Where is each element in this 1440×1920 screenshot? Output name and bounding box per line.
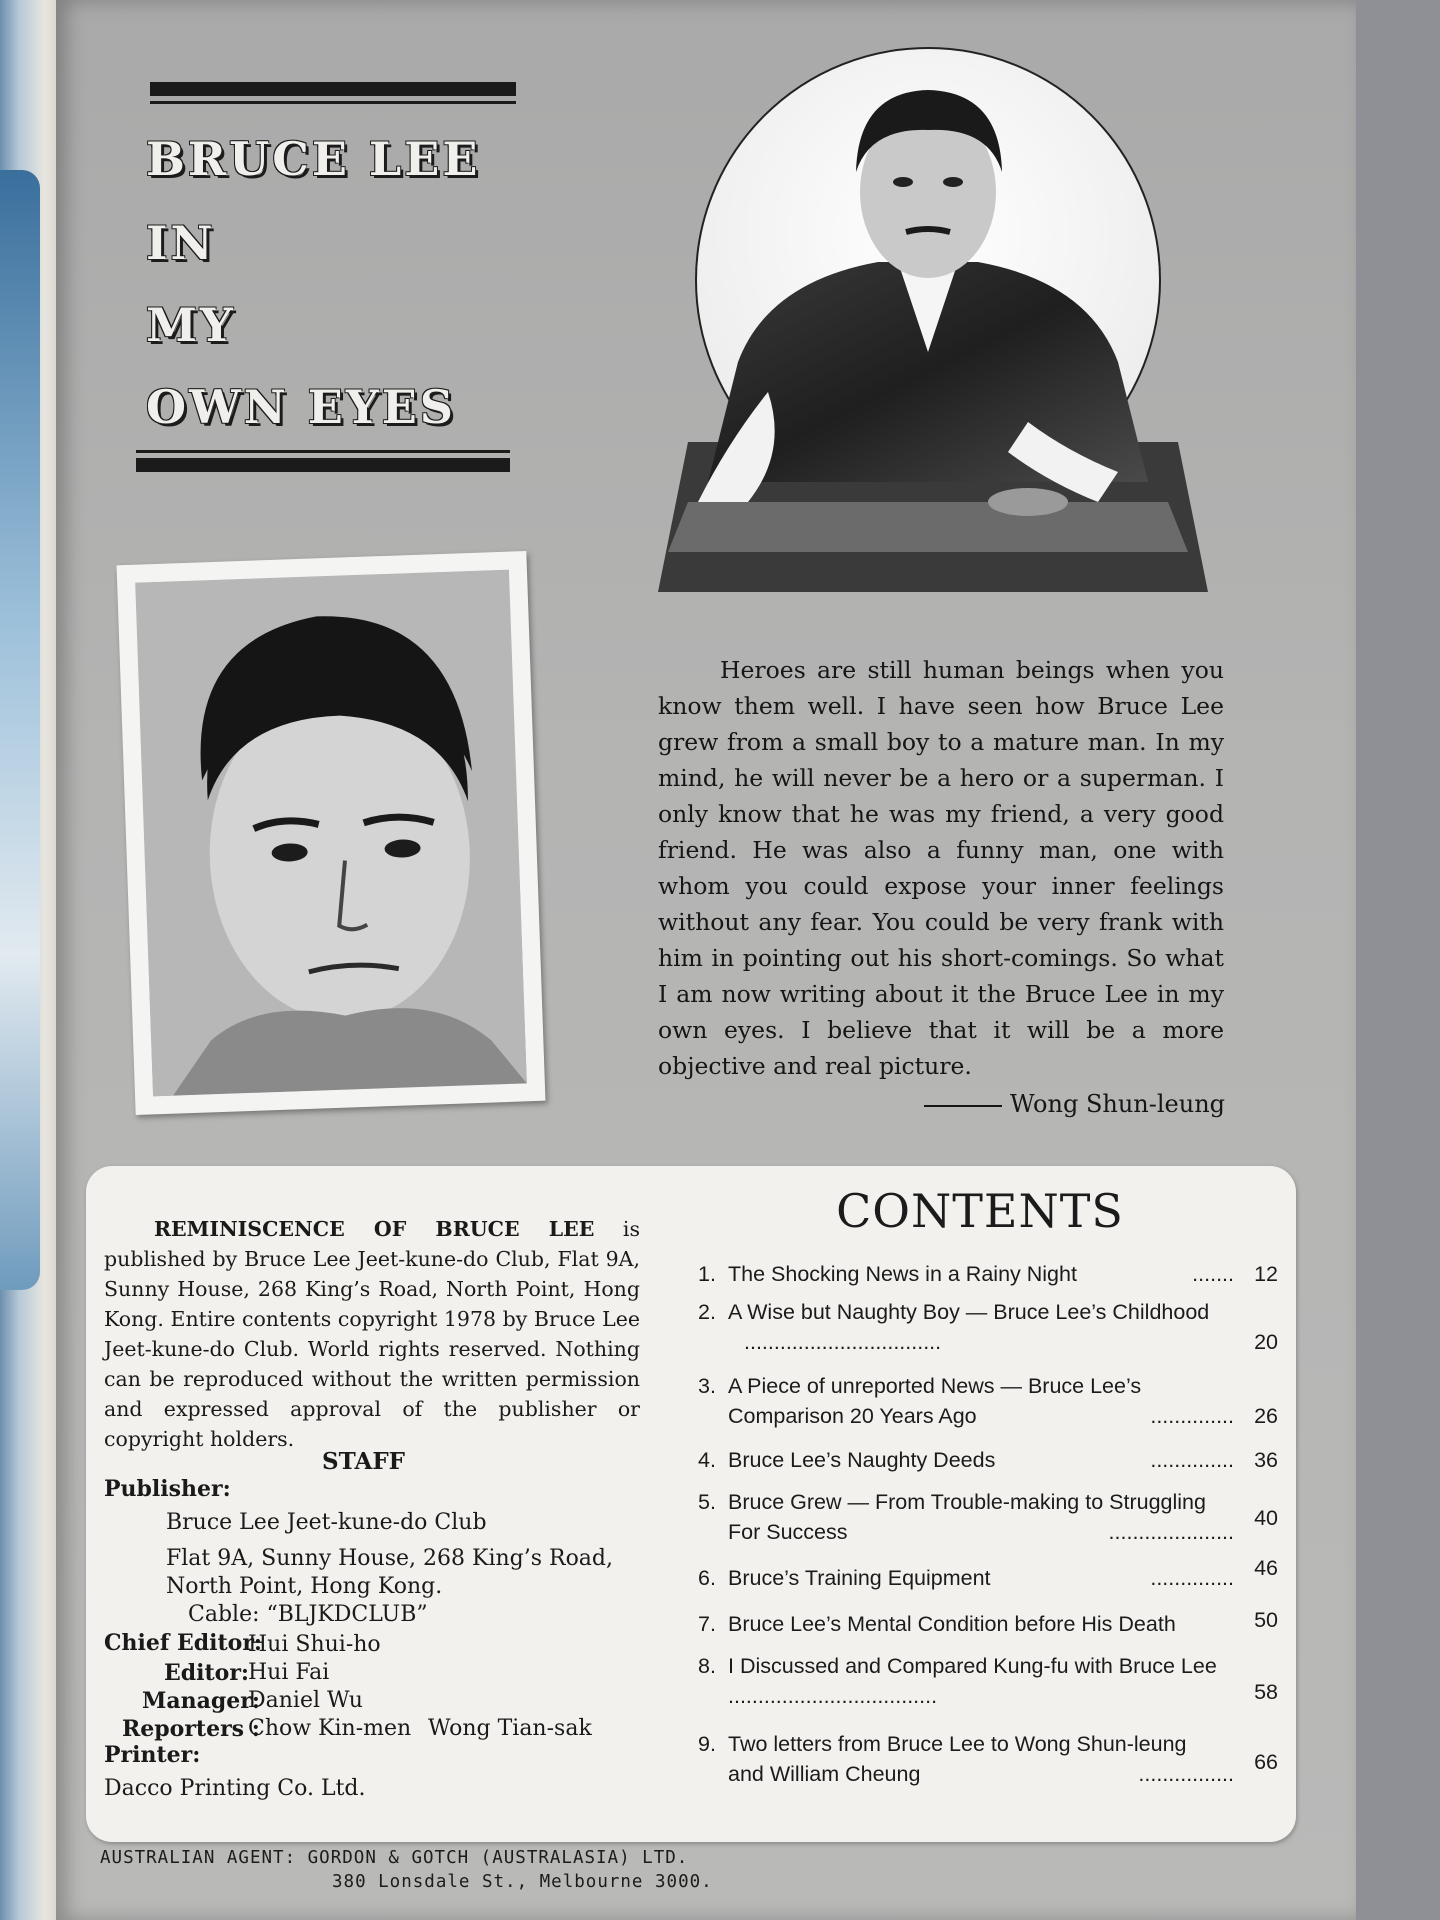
title-line-3: MY — [146, 298, 236, 352]
bruce-lee-portrait-photo — [117, 551, 546, 1115]
toc-item-page: 36 — [1254, 1448, 1278, 1472]
reporter-2: Wong Tian-sak — [428, 1716, 592, 1741]
toc-item: 8. I Discussed and Compared Kung-fu with Bruce Lee ................................... 58 — [698, 1654, 1278, 1708]
publication-notice — [104, 1214, 640, 1454]
toc-item-title: Two letters from Bruce Lee to Wong Shun-leung — [728, 1732, 1187, 1756]
toc-item-title-cont: and William Cheung — [728, 1762, 921, 1786]
title-bottom-rule-thin — [136, 450, 510, 453]
toc-item-number: 2. — [698, 1300, 716, 1324]
title-line-1: BRUCE LEE — [146, 132, 481, 186]
toc-item-number: 8. — [698, 1654, 716, 1678]
intro-quote — [658, 652, 1224, 1084]
title-top-rule — [150, 82, 516, 96]
toc-item-title: A Wise but Naughty Boy — Bruce Lee’s Childhood — [728, 1300, 1210, 1324]
toc-item: 2. A Wise but Naughty Boy — Bruce Lee’s Childhood ................................. 20 — [698, 1300, 1278, 1354]
toc-item-title-cont: Comparison 20 Years Ago — [728, 1404, 977, 1428]
publisher-label: Publisher: — [104, 1476, 231, 1502]
bruce-lee-portrait-image — [135, 570, 527, 1097]
toc-item-page: 50 — [1254, 1608, 1278, 1632]
signature-dash — [924, 1105, 1002, 1107]
manager-name: Daniel Wu — [248, 1688, 363, 1713]
printer-label: Printer: — [104, 1742, 201, 1768]
agent-line-2: 380 Lonsdale St., Melbourne 3000. — [332, 1872, 713, 1892]
toc-item-title: A Piece of unreported News — Bruce Lee’s — [728, 1374, 1142, 1398]
australian-agent-footer — [100, 1846, 713, 1894]
title-line-4: OWN EYES — [146, 380, 456, 434]
toc-item: 4. Bruce Lee’s Naughty Deeds .............. 36 — [698, 1448, 1278, 1472]
toc-item-number: 5. — [698, 1490, 716, 1514]
toc-item-title-cont: For Success — [728, 1520, 848, 1544]
adjacent-page-edge — [0, 0, 64, 1920]
toc-item-page: 46 — [1254, 1556, 1278, 1580]
toc-item-number: 7. — [698, 1612, 716, 1636]
toc-item: 3. A Piece of unreported News — Bruce Lee’s Comparison 20 Years Ago .............. 26 — [698, 1374, 1278, 1428]
toc-item-page: 12 — [1254, 1262, 1278, 1286]
reporters-label: Reporters : — [122, 1716, 260, 1742]
toc-item-title: I Discussed and Compared Kung-fu with Bruce Lee — [728, 1654, 1217, 1678]
publisher-name: Bruce Lee Jeet-kune-do Club — [166, 1510, 487, 1535]
toc-item-page: 20 — [1254, 1330, 1278, 1354]
toc-item: 6. Bruce’s Training Equipment .............. 46 — [698, 1556, 1278, 1590]
agent-line-1: AUSTRALIAN AGENT: GORDON & GOTCH (AUSTRALASIA) LTD. — [100, 1848, 689, 1868]
reporter-1: Chow Kin-men — [248, 1716, 412, 1741]
toc-item: 5. Bruce Grew — From Trouble-making to Struggling For Success ..................... 40 — [698, 1490, 1278, 1544]
quote-signature — [924, 1090, 1224, 1118]
toc-item-title: The Shocking News in a Rainy Night — [728, 1262, 1077, 1286]
info-contents-box — [86, 1166, 1296, 1842]
toc-item-number: 3. — [698, 1374, 716, 1398]
contents-heading: CONTENTS — [836, 1184, 1124, 1238]
editor-name: Hui Fai — [248, 1660, 330, 1685]
toc-item-number: 6. — [698, 1566, 716, 1590]
intro-quote-text: Heroes are still human beings when you know them well. I have seen how Bruce Lee grew from a small boy to a mature man. In my mind, he will never be a hero or a superman. I only know that he was my friend, a very good friend. He was also a funny man, one with whom you could expose your inner feelings without any fear. You could be very frank with him in pointing out his short-comings. So what I am now writing about it the Bruce Lee in my own eyes. I believe that it will be a more objective and real picture. — [658, 656, 1224, 1080]
staff-heading: STAFF — [322, 1448, 405, 1475]
toc-item-title: Bruce Grew — From Trouble-making to Struggling — [728, 1490, 1206, 1514]
title-line-2: IN — [146, 216, 216, 270]
toc-item-title: Bruce Lee’s Naughty Deeds — [728, 1448, 996, 1472]
author-portrait-photo — [648, 32, 1208, 592]
toc-item: 9. Two letters from Bruce Lee to Wong Shun-leung and William Cheung ................ 66 — [698, 1732, 1278, 1786]
toc-item-page: 26 — [1254, 1404, 1278, 1428]
publisher-cable: Cable: “BLJKDCLUB” — [188, 1602, 428, 1627]
toc-item-title: Bruce Lee’s Mental Condition before His Death — [728, 1612, 1176, 1636]
editor-label: Editor: — [164, 1660, 250, 1686]
toc-item-number: 1. — [698, 1262, 716, 1286]
publisher-address-2: North Point, Hong Kong. — [166, 1574, 443, 1599]
chief-editor-name: Hui Shui-ho — [248, 1632, 381, 1657]
magazine-page — [56, 0, 1356, 1920]
toc-item-page: 58 — [1254, 1680, 1278, 1704]
toc-item-number: 9. — [698, 1732, 716, 1756]
publication-notice-text: is published by Bruce Lee Jeet-kune-do Club, Flat 9A, Sunny House, 268 King’s Road, North Point, Hong Kong. Entire contents copyright 1978 by Bruce Lee Jeet-kune-do Club. World rights reserved. Nothing can be reproduced without the written permission and expressed approval of the publisher or copyright holders. — [104, 1217, 640, 1451]
printer-name: Dacco Printing Co. Ltd. — [104, 1776, 366, 1801]
title-top-rule-thin — [150, 101, 516, 104]
publication-name: REMINISCENCE OF BRUCE LEE — [154, 1217, 595, 1241]
toc-item-number: 4. — [698, 1448, 716, 1472]
toc-item: 1. The Shocking News in a Rainy Night ....... 12 — [698, 1262, 1278, 1286]
article-title-block — [136, 82, 516, 492]
toc-item-page: 66 — [1254, 1750, 1278, 1774]
toc-item — [698, 1608, 1278, 1642]
quote-author: Wong Shun-leung — [1010, 1090, 1226, 1118]
chief-editor-label: Chief Editor: — [104, 1630, 263, 1656]
toc-item-page: 40 — [1254, 1506, 1278, 1530]
toc-item-title: Bruce’s Training Equipment — [728, 1566, 991, 1590]
manager-label: Manager: — [142, 1688, 260, 1714]
title-bottom-rule — [136, 458, 510, 472]
publisher-address-1: Flat 9A, Sunny House, 268 King’s Road, — [166, 1546, 614, 1571]
adjacent-cover-edge — [0, 170, 40, 1290]
